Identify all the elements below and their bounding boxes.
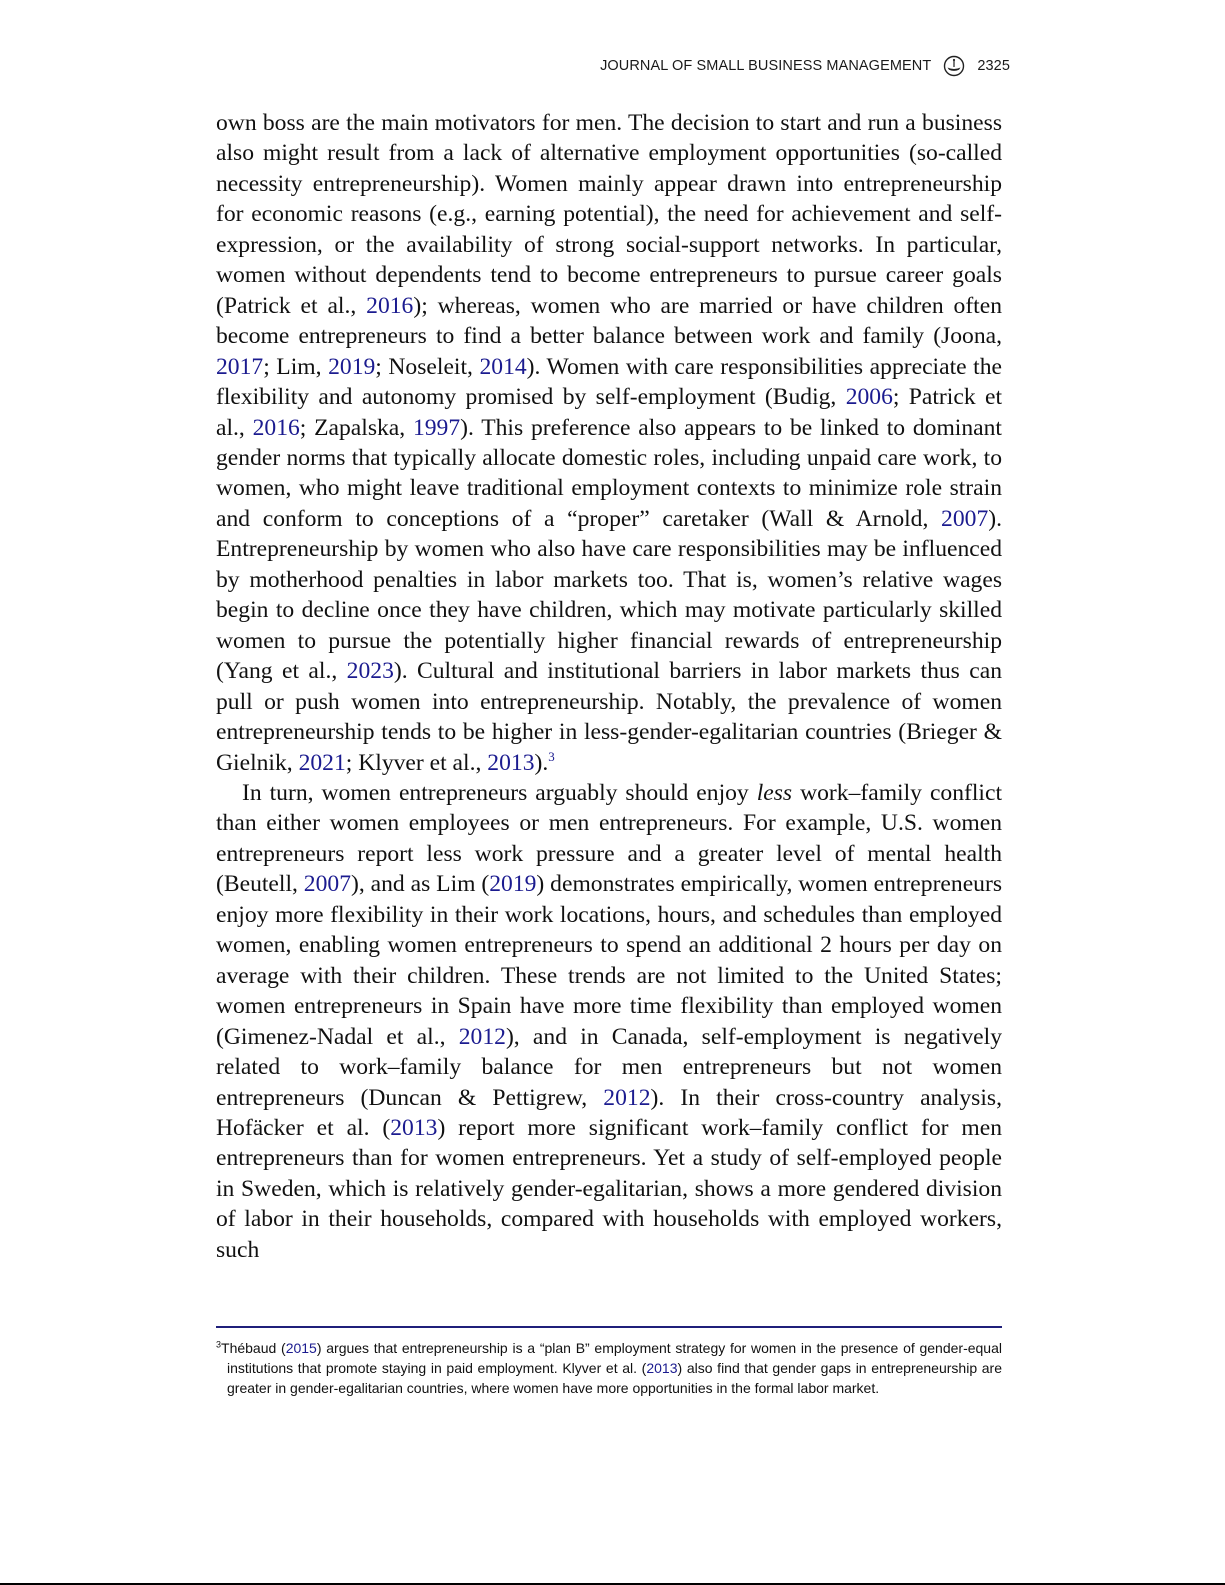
text-run: In turn, women entrepreneurs arguably should enjoy (242, 779, 757, 806)
text-run: ) argues that entrepreneurship is a “plan B” employment strategy for women in the presence of gender-equal institutions that promote staying in paid employment. Klyver et al. ( (227, 1340, 1002, 1376)
text-run: ; Klyver et al., (345, 749, 488, 776)
citation-link[interactable]: 2023 (346, 658, 394, 685)
footnote (216, 1338, 1002, 1398)
citation-link[interactable]: 2017 (216, 353, 264, 380)
citation-link[interactable]: 2007 (303, 871, 351, 898)
publisher-logo-icon (943, 55, 965, 77)
citation-link[interactable]: 2021 (298, 749, 346, 776)
text-run: ; Zapalska, (299, 414, 413, 441)
citation-link[interactable]: 2016 (366, 292, 414, 319)
text-run: ) demonstrates empirically, women entrepreneurs enjoy more flexibility in their work locations, hours, and schedules than employed women, enabling women entrepreneurs to spend an additional 2 hours per day on average with their children. These trends are not limited to the United States; women entrepreneurs in Spain have more time flexibility than employed women (Gimenez-Nadal et al., (216, 871, 1003, 1050)
citation-link[interactable]: 2007 (941, 505, 989, 532)
running-header (600, 55, 1010, 77)
citation-link[interactable]: 2012 (603, 1084, 651, 1111)
text-run: ), and as Lim ( (350, 871, 490, 898)
citation-link[interactable]: 2012 (458, 1023, 506, 1050)
citation-link[interactable]: 2006 (845, 384, 893, 411)
journal-title: JOURNAL OF SMALL BUSINESS MANAGEMENT (600, 58, 932, 74)
text-run: ) also find that gender gaps in entrepreneurship are greater in gender-egalitarian countries, where women have more opportunities in the formal labor market. (227, 1360, 1002, 1396)
paragraph (216, 108, 1002, 778)
body-text (216, 108, 1002, 1265)
text-run: ). In their cross-country analysis, Hofäcker et al. ( (216, 1084, 1002, 1141)
footnote-marker-link[interactable]: 3 (548, 748, 555, 764)
citation-link[interactable]: 1997 (412, 414, 461, 441)
citation-link[interactable]: 2019 (328, 353, 376, 380)
text-run: ); whereas, women who are married or have children often become entrepreneurs to find a better balance between work and family (Joona, (216, 292, 1002, 350)
citation-link[interactable]: 2013 (487, 749, 535, 776)
text-run: ). This preference also appears to be linked to dominant gender norms that typically allocate domestic roles, including unpaid care work, to women, who might leave traditional employment contexts to minimize role strain and conform to conceptions of a “proper” caretaker (Wall & Arnold, (216, 414, 1002, 532)
text-run: own boss are the main motivators for men. The decision to start and run a business also might result from a lack of alternative employment opportunities (so-called necessity entrepreneurship). Women mainly appear drawn into entrepreneurship for economic reasons (e.g., earning potential), the need for achievement and self-expression, or the availability of strong social-support networks. In particular, women without dependents tend to become entrepreneurs to pursue career goals (Patrick et al., (216, 110, 1002, 319)
citation-link[interactable]: 2013 (646, 1360, 678, 1376)
footnote-number: 3 (216, 1339, 222, 1350)
text-run: ; Noseleit, (375, 353, 480, 380)
text-run: work–family conflict than either women employees or men entrepreneurs. For example, U.S. women entrepreneurs report less work pressure and a greater level of mental health (Beutell, (216, 779, 1003, 898)
text-run: ). Cultural and institutional barriers in labor markets thus can pull or push women into entrepreneurship. Notably, the prevalence of women entrepreneurship tends to be higher in less-gender-egalitarian countries (Brieger & Gielnik, (216, 658, 1002, 776)
text-run: Thébaud ( (221, 1340, 286, 1356)
citation-link[interactable]: 2015 (285, 1340, 317, 1356)
citation-link[interactable]: 2019 (489, 871, 537, 898)
text-run: ; Lim, (263, 353, 329, 380)
paragraph (216, 778, 1002, 1265)
text-run: ). Entrepreneurship by women who also have care responsibilities may be influenced by motherhood penalties in labor markets too. That is, women’s relative wages begin to decline once they have children, which may motivate particularly skilled women to pursue the potentially higher financial rewards of entrepreneurship (Yang et al., (216, 505, 1002, 685)
citation-link[interactable]: 2013 (390, 1114, 438, 1141)
text-run: ). Women with care responsibilities appreciate the flexibility and autonomy promised by self-employment (Budig, (216, 353, 1002, 411)
text-run: ), and in Canada, self-employment is negatively related to work–family balance for men entrepreneurs but not women entrepreneurs (Duncan & Pettigrew, (216, 1023, 1002, 1111)
emphasis: less (756, 779, 793, 806)
text-run: ). (534, 749, 549, 776)
footnote-text (216, 1338, 1002, 1398)
page-number: 2325 (977, 58, 1010, 74)
citation-link[interactable]: 2016 (252, 414, 300, 441)
text-run: ; Patrick et al., (216, 384, 1002, 441)
footnote-divider (216, 1326, 1002, 1328)
text-run: ) report more significant work–family conflict for men entrepreneurs than for women entrepreneurs. Yet a study of self-employed people in Sweden, which is relatively gender-egalitarian, shows a more gendered division of labor in their households, compared with households with employed workers, such (216, 1114, 1002, 1263)
citation-link[interactable]: 2014 (479, 353, 527, 380)
